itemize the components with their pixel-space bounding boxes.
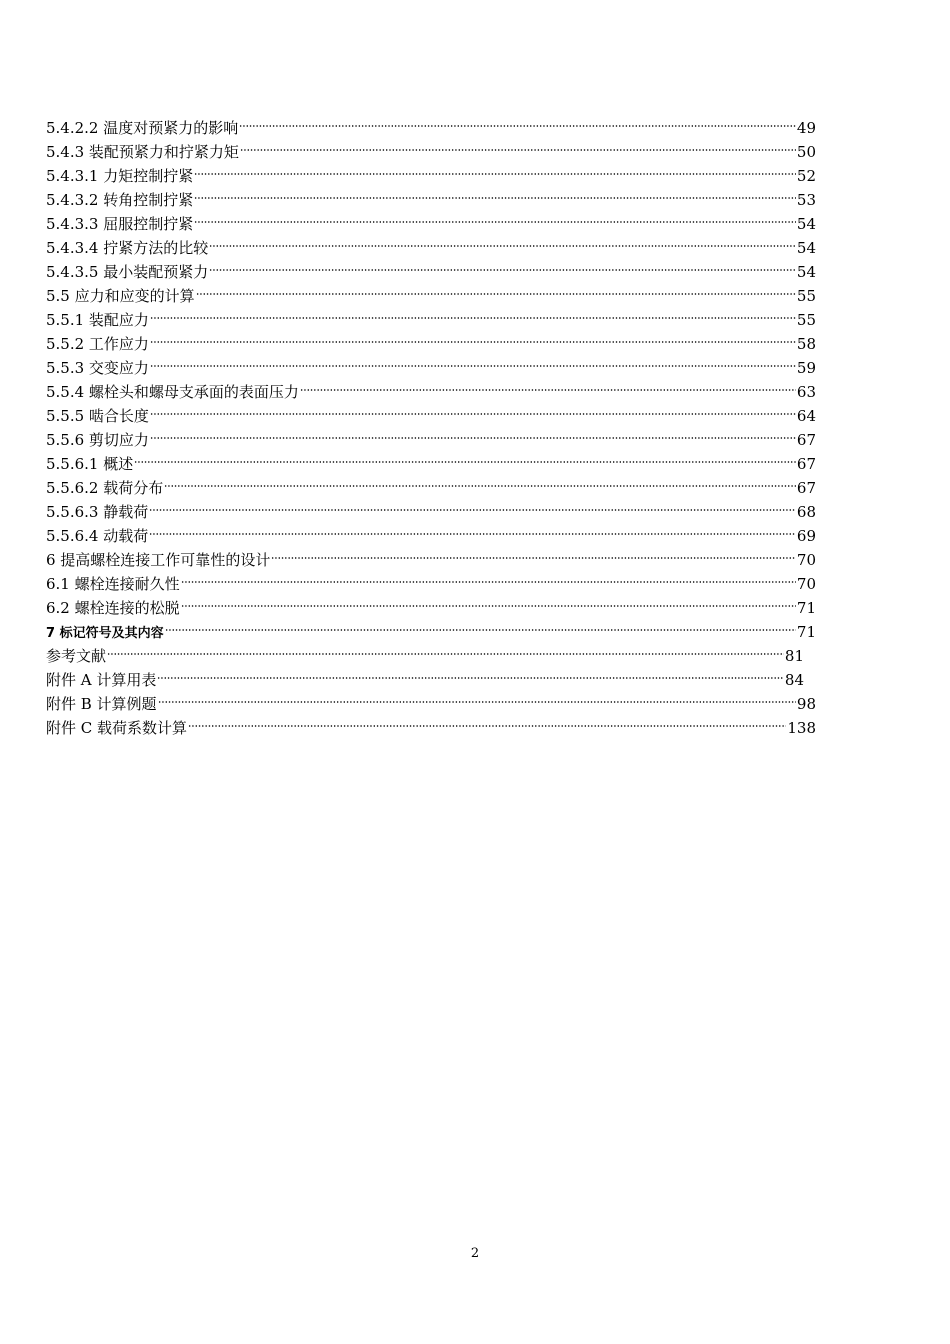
toc-entry[interactable] <box>46 548 816 572</box>
toc-entry[interactable] <box>46 260 816 284</box>
dot-leader <box>240 146 796 154</box>
toc-entry-page: 54 <box>796 215 816 233</box>
toc-entry-label: 6.1 螺栓连接耐久性 <box>46 575 180 593</box>
toc-entry[interactable] <box>46 332 816 356</box>
toc-entry-label: 5.4.3.1 力矩控制拧紧 <box>46 167 194 185</box>
toc-entry-label: 5.5 应力和应变的计算 <box>46 287 195 305</box>
toc-entry-page: 52 <box>796 167 816 185</box>
toc-entry[interactable] <box>46 308 816 332</box>
toc-entry[interactable] <box>46 644 816 668</box>
dot-leader <box>194 218 796 226</box>
toc-entry[interactable] <box>46 356 816 380</box>
toc-entry-page: 50 <box>796 143 816 161</box>
toc-entry-label: 5.5.6.2 载荷分布 <box>46 479 164 497</box>
dot-leader <box>150 314 796 322</box>
toc-entry-label: 5.5.6.3 静载荷 <box>46 503 149 521</box>
toc-entry[interactable] <box>46 404 816 428</box>
toc-entry-label: 5.5.5 啮合长度 <box>46 407 149 425</box>
dot-leader <box>196 290 796 298</box>
toc-entry-page: 54 <box>796 239 816 257</box>
toc-entry-label: 5.4.3.5 最小装配预紧力 <box>46 263 209 281</box>
dot-leader <box>150 362 796 370</box>
toc-entry[interactable] <box>46 428 816 452</box>
toc-entry[interactable] <box>46 716 816 740</box>
dot-leader <box>165 626 796 634</box>
toc-entry[interactable] <box>46 572 816 596</box>
dot-leader <box>150 338 796 346</box>
toc-entry-label: 附件 B 计算例题 <box>46 695 157 713</box>
toc-entry-label: 5.4.3.2 转角控制拧紧 <box>46 191 194 209</box>
dot-leader <box>209 242 796 250</box>
toc-entry-label: 5.4.3.3 屈服控制拧紧 <box>46 215 194 233</box>
toc-entry-page: 68 <box>796 503 816 521</box>
toc-entry[interactable] <box>46 188 816 212</box>
toc-entry-page: 67 <box>796 479 816 497</box>
toc-entry[interactable] <box>46 236 816 260</box>
toc-entry-page: 49 <box>796 119 816 137</box>
dot-leader <box>149 506 796 514</box>
dot-leader <box>134 458 796 466</box>
dot-leader <box>149 530 796 538</box>
toc-entry[interactable] <box>46 620 816 644</box>
toc-entry[interactable] <box>46 212 816 236</box>
toc-entry-page: 70 <box>796 575 816 593</box>
toc-entry-page: 59 <box>796 359 816 377</box>
toc-entry[interactable] <box>46 668 816 692</box>
toc-entry-label: 5.5.4 螺栓头和螺母支承面的表面压力 <box>46 383 299 401</box>
dot-leader <box>300 386 796 394</box>
toc-entry-label: 5.4.3 装配预紧力和拧紧力矩 <box>46 143 239 161</box>
toc-entry-label: 6.2 螺栓连接的松脱 <box>46 599 180 617</box>
toc-entry-page: 81 <box>784 647 804 665</box>
dot-leader <box>271 554 796 562</box>
dot-leader <box>150 434 796 442</box>
dot-leader <box>164 482 796 490</box>
toc-entry-page: 67 <box>796 455 816 473</box>
toc-entry-label: 5.5.6.4 动载荷 <box>46 527 149 545</box>
toc-entry[interactable] <box>46 692 816 716</box>
toc-entry-label: 5.5.1 装配应力 <box>46 311 149 329</box>
dot-leader <box>194 194 796 202</box>
toc-entry-label: 附件 C 载荷系数计算 <box>46 719 188 737</box>
toc-entry-page: 53 <box>796 191 816 209</box>
toc-entry-page: 67 <box>796 431 816 449</box>
toc-entry[interactable] <box>46 380 816 404</box>
toc-entry[interactable] <box>46 140 816 164</box>
dot-leader <box>181 602 796 610</box>
dot-leader <box>157 674 784 682</box>
dot-leader <box>209 266 796 274</box>
toc-entry-page: 71 <box>796 623 816 641</box>
page-number: 2 <box>470 1246 480 1261</box>
toc-entry-page: 70 <box>796 551 816 569</box>
toc-entry-page: 55 <box>796 287 816 305</box>
toc-entry-label: 5.4.3.4 拧紧方法的比较 <box>46 239 209 257</box>
toc-entry-page: 69 <box>796 527 816 545</box>
toc-entry-label: 5.4.2.2 温度对预紧力的影响 <box>46 119 239 137</box>
toc-entry-label: 5.5.3 交变应力 <box>46 359 149 377</box>
toc-entry-label: 参考文献 <box>46 647 107 665</box>
toc-entry[interactable] <box>46 476 816 500</box>
dot-leader <box>158 698 796 706</box>
toc-entry[interactable] <box>46 284 816 308</box>
dot-leader <box>181 578 796 586</box>
toc-entry-label: 附件 A 计算用表 <box>46 671 157 689</box>
toc-entry-page: 84 <box>784 671 804 689</box>
dot-leader <box>239 122 796 130</box>
table-of-contents <box>46 116 816 740</box>
toc-entry[interactable] <box>46 524 816 548</box>
toc-entry-label: 7 标记符号及其内容 <box>46 626 164 641</box>
toc-entry-page: 58 <box>796 335 816 353</box>
toc-entry[interactable] <box>46 116 816 140</box>
toc-entry[interactable] <box>46 164 816 188</box>
toc-entry-page: 55 <box>796 311 816 329</box>
toc-entry-label: 5.5.2 工作应力 <box>46 335 149 353</box>
toc-entry-page: 63 <box>796 383 816 401</box>
dot-leader <box>107 650 784 658</box>
toc-entry-page: 98 <box>796 695 816 713</box>
dot-leader <box>150 410 796 418</box>
dot-leader <box>194 170 796 178</box>
toc-entry-label: 5.5.6.1 概述 <box>46 455 134 473</box>
toc-entry-page: 54 <box>796 263 816 281</box>
toc-entry-page: 138 <box>787 719 816 737</box>
toc-entry-label: 6 提高螺栓连接工作可靠性的设计 <box>46 551 271 569</box>
dot-leader <box>188 722 786 730</box>
toc-entry[interactable] <box>46 452 816 476</box>
toc-entry[interactable] <box>46 596 816 620</box>
toc-entry[interactable] <box>46 500 816 524</box>
toc-entry-page: 64 <box>796 407 816 425</box>
toc-entry-label: 5.5.6 剪切应力 <box>46 431 149 449</box>
toc-entry-page: 71 <box>796 599 816 617</box>
